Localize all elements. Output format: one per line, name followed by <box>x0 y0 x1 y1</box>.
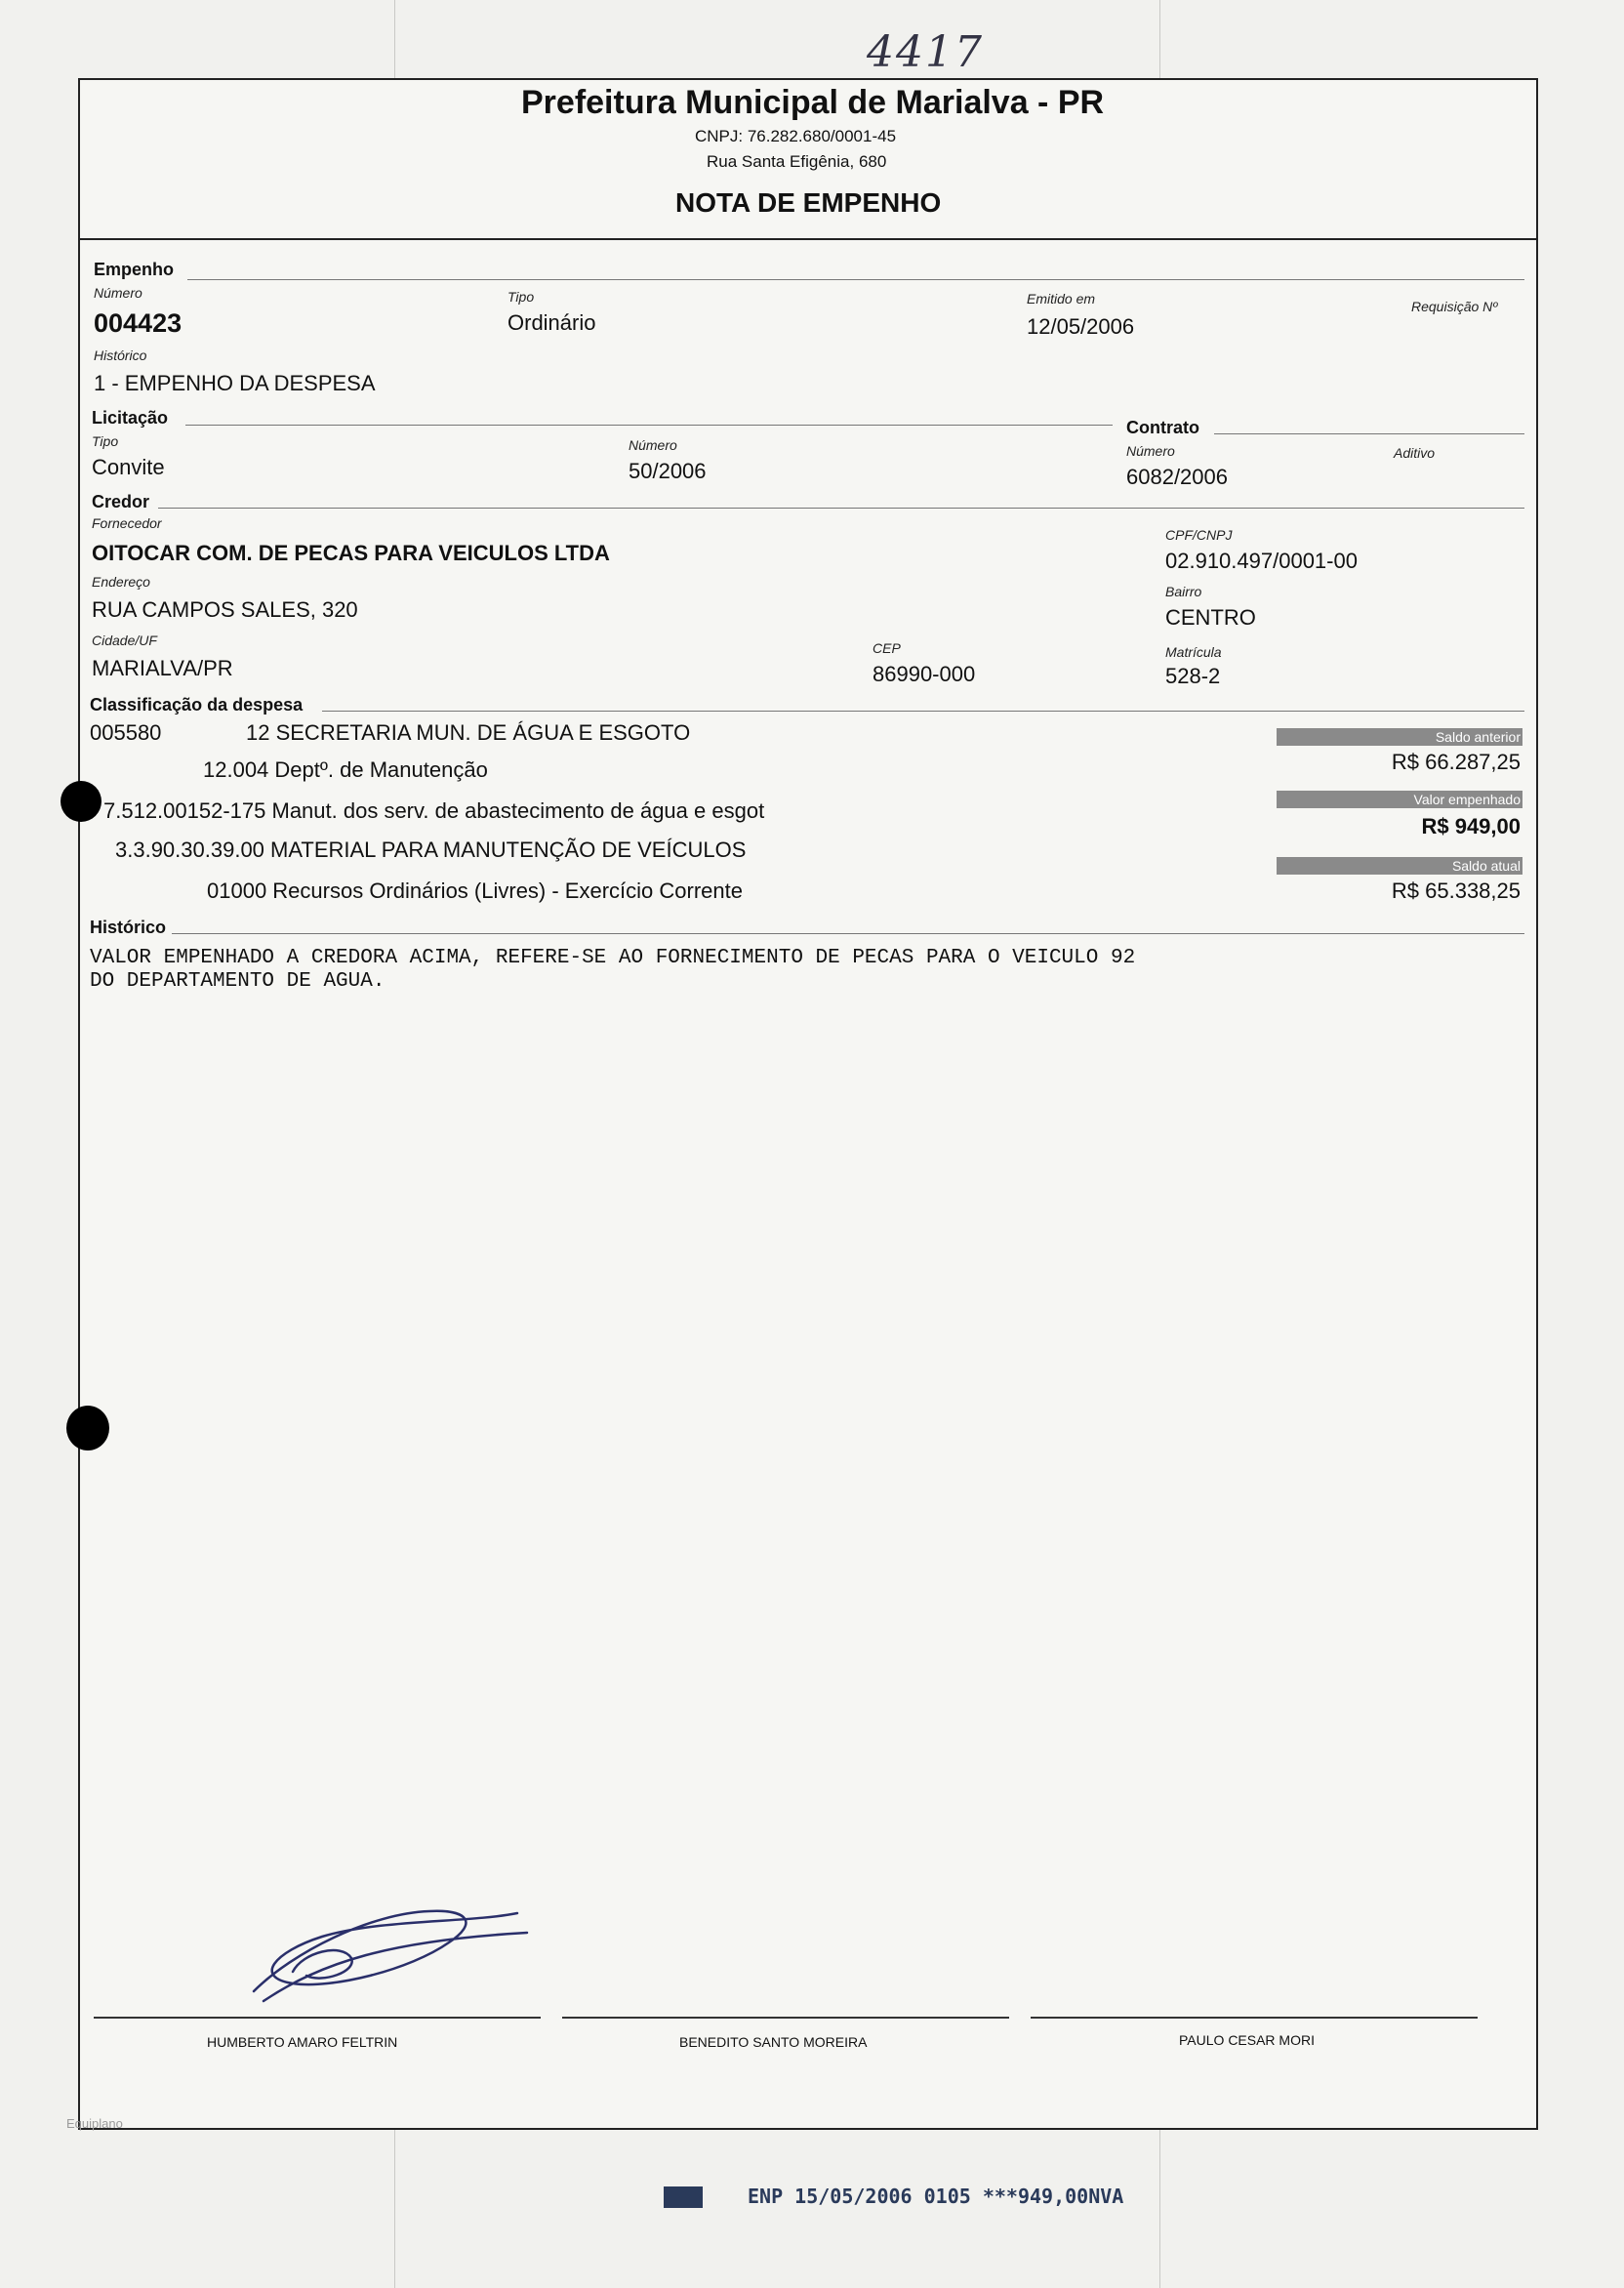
section-credor: Credor <box>92 492 150 511</box>
credor-cep: 86990-000 <box>873 662 976 686</box>
signature-line <box>94 2017 541 2019</box>
classificacao-line2: 12.004 Deptº. de Manutenção <box>203 757 488 782</box>
label: Número <box>94 285 142 301</box>
credor-bairro: CENTRO <box>1165 605 1256 630</box>
saldo-anterior: R$ 66.287,25 <box>1391 750 1521 774</box>
label: Endereço <box>92 574 150 590</box>
document-title: NOTA DE EMPENHO <box>675 187 942 218</box>
emitido-date: 12/05/2006 <box>1027 314 1135 339</box>
empenho-historico: 1 - EMPENHO DA DESPESA <box>94 371 376 395</box>
section-licitacao: Licitação <box>92 408 169 428</box>
section-rule <box>322 711 1524 712</box>
label: CPF/CNPJ <box>1165 527 1233 543</box>
cnpj: CNPJ: 76.282.680/0001-45 <box>695 127 897 145</box>
section-empenho: Empenho <box>94 260 175 279</box>
licitacao-tipo: Convite <box>92 455 165 479</box>
signature-line <box>562 2017 1009 2019</box>
header-divider <box>78 238 1538 240</box>
validation-stamp: ENP 15/05/2006 0105 ***949,00NVA <box>748 2185 1124 2208</box>
label: CEP <box>873 640 901 656</box>
historico-line1: VALOR EMPENHADO A CREDORA ACIMA, REFERE-SE AO FORNECIMENTO DE PECAS PARA O VEICULO 92 <box>90 947 1136 969</box>
label: Fornecedor <box>92 515 162 531</box>
signature-line <box>1031 2017 1478 2019</box>
saldo-atual-label: Saldo atual <box>1451 858 1521 874</box>
licitacao-numero: 50/2006 <box>629 459 707 483</box>
page-title: Prefeitura Municipal de Marialva - PR <box>521 84 1105 121</box>
fornecedor-name: OITOCAR COM. DE PECAS PARA VEICULOS LTDA <box>92 541 610 565</box>
valor-empenhado: R$ 949,00 <box>1421 814 1521 838</box>
handwritten-number: 4417 <box>867 27 984 77</box>
empenho-tipo: Ordinário <box>508 310 596 335</box>
section-rule <box>158 508 1524 509</box>
saldo-anterior-label: Saldo anterior <box>1435 729 1521 745</box>
section-classificacao: Classificação da despesa <box>90 695 304 715</box>
contrato-numero: 6082/2006 <box>1126 465 1228 489</box>
label: Aditivo <box>1394 445 1436 461</box>
label: Matrícula <box>1165 644 1222 660</box>
label: Tipo <box>508 289 535 305</box>
section-rule <box>1214 433 1524 434</box>
label: Número <box>629 437 677 453</box>
classificacao-line3: 7.512.00152-175 Manut. dos serv. de abastecimento de água e esgot <box>103 798 765 823</box>
historico-line2: DO DEPARTAMENTO DE AGUA. <box>90 970 386 993</box>
credor-endereco: RUA CAMPOS SALES, 320 <box>92 597 358 622</box>
credor-matricula: 528-2 <box>1165 664 1221 688</box>
signature-name-1: HUMBERTO AMARO FELTRIN <box>207 2034 398 2050</box>
credor-cidade: MARIALVA/PR <box>92 656 233 680</box>
label: Bairro <box>1165 584 1202 599</box>
software-name: Equiplano <box>66 2116 123 2131</box>
section-historico: Histórico <box>90 918 167 937</box>
label: Histórico <box>94 347 147 363</box>
label: Requisição Nº <box>1411 299 1498 314</box>
address: Rua Santa Efigênia, 680 <box>707 152 887 171</box>
section-rule <box>187 279 1524 280</box>
label: Emitido em <box>1027 291 1096 306</box>
label: Número <box>1126 443 1175 459</box>
valor-empenhado-label: Valor empenhado <box>1413 792 1521 807</box>
signature-name-3: PAULO CESAR MORI <box>1179 2032 1315 2048</box>
classificacao-line4: 3.3.90.30.39.00 MATERIAL PARA MANUTENÇÃO DE VEÍCULOS <box>115 838 747 862</box>
section-contrato: Contrato <box>1126 418 1199 437</box>
signature-name-2: BENEDITO SANTO MOREIRA <box>679 2034 868 2050</box>
footer-logo <box>664 2186 703 2208</box>
section-rule <box>172 933 1524 934</box>
signature-scribble <box>234 1894 547 2021</box>
classificacao-line5: 01000 Recursos Ordinários (Livres) - Exercício Corrente <box>207 878 743 903</box>
punch-hole <box>61 781 102 822</box>
classificacao-code: 005580 <box>90 720 162 745</box>
saldo-atual: R$ 65.338,25 <box>1391 878 1521 903</box>
label: Cidade/UF <box>92 633 157 648</box>
empenho-number: 004423 <box>94 308 183 338</box>
punch-hole <box>66 1406 109 1450</box>
classificacao-line1: 12 SECRETARIA MUN. DE ÁGUA E ESGOTO <box>246 720 691 745</box>
label: Tipo <box>92 433 119 449</box>
section-rule <box>185 425 1113 426</box>
credor-cpf: 02.910.497/0001-00 <box>1165 549 1358 573</box>
